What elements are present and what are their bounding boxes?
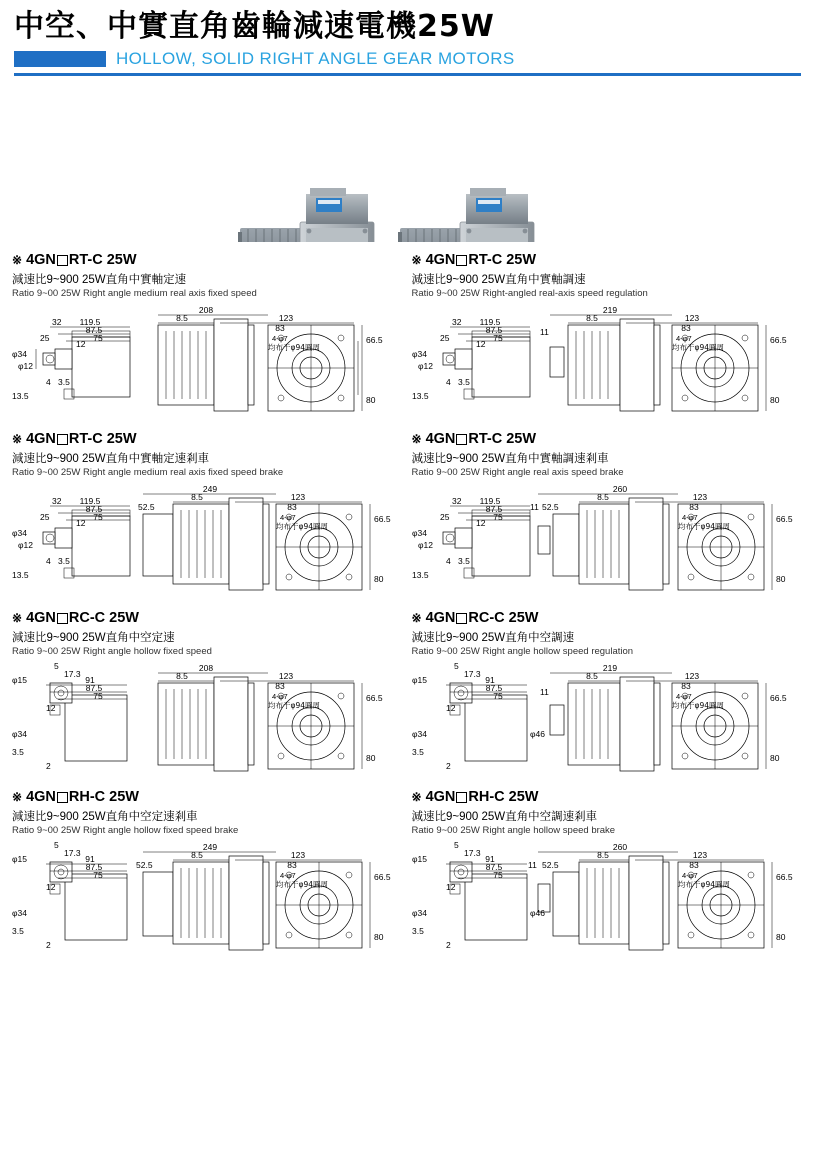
svg-text:13.5: 13.5 xyxy=(411,391,429,401)
section-desc-cn-5: 減速比9~900 25W直角中空定速 xyxy=(12,632,175,644)
section-title-prefix-4: 4GN xyxy=(425,431,456,447)
svg-text:4-φ7: 4-φ7 xyxy=(675,692,692,701)
section-title-5 xyxy=(12,610,406,626)
svg-text:83: 83 xyxy=(275,323,285,333)
svg-text:123: 123 xyxy=(692,850,707,860)
svg-text:13.5: 13.5 xyxy=(411,570,429,580)
svg-text:12: 12 xyxy=(46,703,56,713)
svg-text:4-φ7: 4-φ7 xyxy=(272,692,288,701)
svg-text:17.3: 17.3 xyxy=(64,848,81,858)
svg-text:12: 12 xyxy=(76,518,86,528)
section-desc-en-2: Ratio 9~00 25W Right-angled real-axis speed regulation xyxy=(411,288,648,299)
section-desc-en-6: Ratio 9~00 25W Right angle hollow speed regulation xyxy=(411,646,634,657)
svg-text:12: 12 xyxy=(445,703,455,713)
svg-text:91: 91 xyxy=(484,675,495,685)
drawing-3 xyxy=(10,480,406,600)
svg-text:4-φ7: 4-φ7 xyxy=(675,334,692,343)
section-title-8 xyxy=(412,789,806,805)
svg-text:5: 5 xyxy=(453,661,459,671)
dim-length-8: 260 xyxy=(612,842,627,852)
svg-text:8.5: 8.5 xyxy=(596,492,609,502)
svg-text:32: 32 xyxy=(52,496,62,506)
star-icon: ※ xyxy=(411,611,422,625)
svg-text:80: 80 xyxy=(374,932,384,942)
svg-text:φ12: φ12 xyxy=(417,540,433,550)
svg-text:80: 80 xyxy=(366,753,376,763)
section-title-4 xyxy=(412,431,806,447)
svg-text:17.3: 17.3 xyxy=(463,848,481,858)
svg-text:2: 2 xyxy=(46,940,51,950)
section-desc-en-7: Ratio 9~00 25W Right angle hollow fixed speed brake xyxy=(12,825,239,836)
section-title-prefix-2: 4GN xyxy=(425,252,456,268)
svg-text:φ15: φ15 xyxy=(12,854,27,864)
svg-text:75: 75 xyxy=(492,512,503,522)
square-placeholder-icon xyxy=(456,613,467,624)
svg-text:123: 123 xyxy=(692,492,707,502)
svg-text:8.5: 8.5 xyxy=(191,850,203,860)
svg-text:3.5: 3.5 xyxy=(457,556,470,566)
svg-text:4-φ7: 4-φ7 xyxy=(280,513,296,522)
svg-text:13.5: 13.5 xyxy=(12,391,29,401)
svg-text:119.5: 119.5 xyxy=(479,496,500,506)
svg-text:均布于φ94圓周: 均布于φ94圓周 xyxy=(276,880,328,889)
svg-text:5: 5 xyxy=(54,661,59,671)
svg-text:3.5: 3.5 xyxy=(58,556,70,566)
section-title-3 xyxy=(12,431,406,447)
svg-text:3.5: 3.5 xyxy=(12,747,24,757)
section-desc-en-4: Ratio 9~00 25W Right angle real axis speed brake xyxy=(411,467,624,478)
star-icon: ※ xyxy=(12,611,23,625)
spec-section-6 xyxy=(410,600,806,779)
svg-text:8.5: 8.5 xyxy=(585,313,598,323)
svg-text:4: 4 xyxy=(445,377,451,387)
spec-section-4 xyxy=(410,421,806,600)
drawing-6 xyxy=(410,659,806,779)
dim-length-1: 208 xyxy=(198,305,214,315)
star-icon: ※ xyxy=(411,253,422,267)
svg-text:83: 83 xyxy=(688,860,699,870)
drawing-2 xyxy=(410,301,806,421)
svg-text:87.5: 87.5 xyxy=(485,862,502,872)
star-icon: ※ xyxy=(411,432,422,446)
svg-text:8.5: 8.5 xyxy=(176,313,188,323)
svg-text:75: 75 xyxy=(93,691,103,701)
section-title-6 xyxy=(412,610,806,626)
section-title-prefix-6: 4GN xyxy=(425,610,456,626)
svg-text:123: 123 xyxy=(290,492,306,502)
square-placeholder-icon xyxy=(456,434,467,445)
svg-text:均布于φ94圓周: 均布于φ94圓周 xyxy=(671,343,724,352)
header-divider xyxy=(14,73,801,76)
svg-text:11: 11 xyxy=(527,860,537,870)
svg-text:5: 5 xyxy=(54,840,59,850)
section-title-prefix-3: 4GN xyxy=(26,431,56,447)
svg-text:87.5: 87.5 xyxy=(485,504,502,514)
svg-text:123: 123 xyxy=(684,671,699,681)
svg-text:32: 32 xyxy=(52,317,62,327)
svg-text:87.5: 87.5 xyxy=(485,683,502,693)
section-desc-cn-6: 減速比9~900 25W直角中空調速 xyxy=(411,632,575,644)
svg-text:2: 2 xyxy=(46,761,51,771)
square-placeholder-icon xyxy=(456,255,467,266)
svg-text:4-φ7: 4-φ7 xyxy=(681,871,698,880)
svg-text:均布于φ94圓周: 均布于φ94圓周 xyxy=(276,522,328,531)
section-title-suffix-3: RT-C 25W xyxy=(68,431,137,447)
svg-text:φ34: φ34 xyxy=(411,729,427,739)
section-title-prefix-7: 4GN xyxy=(26,789,56,805)
svg-text:均布于φ94圓周: 均布于φ94圓周 xyxy=(671,701,724,710)
section-title-prefix-8: 4GN xyxy=(425,789,456,805)
section-title-suffix-6: RC-C 25W xyxy=(468,610,539,626)
star-icon: ※ xyxy=(12,253,23,267)
svg-text:φ34: φ34 xyxy=(411,528,427,538)
svg-text:φ34: φ34 xyxy=(12,908,27,918)
section-desc-cn-7: 減速比9~900 25W直角中空定速剎車 xyxy=(12,811,198,823)
square-placeholder-icon xyxy=(57,792,68,803)
dim-length-2: 219 xyxy=(602,305,617,315)
svg-text:φ34: φ34 xyxy=(411,349,427,359)
svg-text:2: 2 xyxy=(445,940,451,950)
svg-text:83: 83 xyxy=(287,860,297,870)
svg-text:4-φ7: 4-φ7 xyxy=(272,334,288,343)
svg-text:87.5: 87.5 xyxy=(85,504,103,514)
square-placeholder-icon xyxy=(57,613,68,624)
svg-text:80: 80 xyxy=(374,574,384,584)
section-title-suffix-7: RH-C 25W xyxy=(68,789,139,805)
svg-text:3.5: 3.5 xyxy=(411,926,424,936)
svg-text:83: 83 xyxy=(680,681,691,691)
svg-text:12: 12 xyxy=(76,339,86,349)
drawing-1 xyxy=(10,301,406,421)
dim-length-7: 249 xyxy=(202,842,218,852)
svg-text:75: 75 xyxy=(93,333,103,343)
spec-section-3 xyxy=(10,421,406,600)
svg-text:83: 83 xyxy=(287,502,297,512)
page-title: 中空、中實直角齒輪減速電機25W xyxy=(14,9,495,44)
spec-section-8 xyxy=(410,779,806,958)
svg-text:φ15: φ15 xyxy=(411,675,427,685)
svg-text:83: 83 xyxy=(680,323,691,333)
dim-length-3: 249 xyxy=(202,484,218,494)
section-desc-cn-2: 減速比9~900 25W直角中實軸調速 xyxy=(411,274,586,286)
dim-length-6: 219 xyxy=(602,663,617,673)
svg-text:91: 91 xyxy=(484,854,495,864)
section-title-7 xyxy=(12,789,406,805)
svg-text:4: 4 xyxy=(46,377,51,387)
svg-text:均布于φ94圓周: 均布于φ94圓周 xyxy=(268,343,320,352)
section-desc-en-1: Ratio 9~00 25W Right angle medium real axis fixed speed xyxy=(12,288,257,299)
square-placeholder-icon xyxy=(57,255,68,266)
svg-text:17.3: 17.3 xyxy=(64,669,81,679)
svg-text:87.5: 87.5 xyxy=(85,683,103,693)
product-photo xyxy=(0,82,815,242)
section-title-1 xyxy=(12,252,406,268)
svg-text:4-φ7: 4-φ7 xyxy=(280,871,296,880)
svg-text:66.5: 66.5 xyxy=(775,514,793,524)
svg-text:φ46: φ46 xyxy=(529,908,545,918)
svg-text:80: 80 xyxy=(366,395,376,405)
svg-text:17.3: 17.3 xyxy=(463,669,481,679)
spec-section-5 xyxy=(10,600,406,779)
svg-text:25: 25 xyxy=(40,512,50,522)
svg-text:32: 32 xyxy=(451,317,461,327)
page-header xyxy=(0,0,815,69)
svg-text:123: 123 xyxy=(684,313,699,323)
section-desc-en-3: Ratio 9~00 25W Right angle medium real axis fixed speed brake xyxy=(12,467,284,478)
star-icon: ※ xyxy=(411,790,422,804)
svg-text:75: 75 xyxy=(492,333,503,343)
svg-text:87.5: 87.5 xyxy=(85,862,103,872)
svg-text:φ34: φ34 xyxy=(12,729,27,739)
blue-accent-block xyxy=(14,51,106,67)
svg-text:φ34: φ34 xyxy=(12,528,27,538)
svg-text:66.5: 66.5 xyxy=(374,514,391,524)
svg-text:12: 12 xyxy=(46,882,56,892)
svg-text:均布于φ94圓周: 均布于φ94圓周 xyxy=(268,701,320,710)
svg-text:13.5: 13.5 xyxy=(12,570,29,580)
svg-text:87.5: 87.5 xyxy=(485,325,502,335)
star-icon: ※ xyxy=(12,432,23,446)
svg-text:12: 12 xyxy=(475,518,485,528)
section-title-suffix-2: RT-C 25W xyxy=(468,252,537,268)
svg-text:80: 80 xyxy=(769,395,779,405)
svg-text:φ15: φ15 xyxy=(12,675,27,685)
svg-text:66.5: 66.5 xyxy=(374,872,391,882)
svg-text:11: 11 xyxy=(539,327,549,337)
dim-length-4: 260 xyxy=(612,484,627,494)
svg-text:91: 91 xyxy=(85,854,95,864)
svg-text:3.5: 3.5 xyxy=(457,377,470,387)
svg-text:66.5: 66.5 xyxy=(775,872,793,882)
svg-text:25: 25 xyxy=(40,333,50,343)
svg-text:4: 4 xyxy=(46,556,51,566)
svg-text:119.5: 119.5 xyxy=(79,317,101,327)
star-icon: ※ xyxy=(12,790,23,804)
svg-text:80: 80 xyxy=(775,932,785,942)
section-title-suffix-8: RH-C 25W xyxy=(468,789,539,805)
svg-text:3.5: 3.5 xyxy=(58,377,70,387)
svg-text:25: 25 xyxy=(439,333,449,343)
section-desc-cn-1: 減速比9~900 25W直角中實軸定速 xyxy=(12,274,187,286)
svg-text:25: 25 xyxy=(439,512,449,522)
svg-text:75: 75 xyxy=(93,870,103,880)
svg-text:119.5: 119.5 xyxy=(79,496,101,506)
svg-text:12: 12 xyxy=(445,882,455,892)
svg-text:8.5: 8.5 xyxy=(585,671,598,681)
dim-length-5: 208 xyxy=(198,663,214,673)
section-title-2 xyxy=(412,252,806,268)
svg-text:5: 5 xyxy=(453,840,459,850)
svg-text:80: 80 xyxy=(769,753,779,763)
section-desc-cn-8: 減速比9~900 25W直角中空調速剎車 xyxy=(411,811,598,823)
section-title-suffix-1: RT-C 25W xyxy=(68,252,137,268)
section-title-suffix-4: RT-C 25W xyxy=(468,431,537,447)
section-desc-cn-3: 減速比9~900 25W直角中實軸定速剎車 xyxy=(12,453,210,465)
section-desc-en-8: Ratio 9~00 25W Right angle hollow speed brake xyxy=(411,825,616,836)
svg-text:φ12: φ12 xyxy=(18,540,33,550)
drawing-4 xyxy=(410,480,806,600)
svg-text:φ46: φ46 xyxy=(529,729,545,739)
section-title-prefix-1: 4GN xyxy=(26,252,56,268)
svg-text:均布于φ94圓周: 均布于φ94圓周 xyxy=(677,880,730,889)
svg-text:123: 123 xyxy=(278,313,294,323)
page-subtitle: HOLLOW, SOLID RIGHT ANGLE GEAR MOTORS xyxy=(116,49,515,68)
svg-text:8.5: 8.5 xyxy=(176,671,188,681)
svg-text:75: 75 xyxy=(492,691,503,701)
svg-text:91: 91 xyxy=(85,675,95,685)
svg-text:3.5: 3.5 xyxy=(411,747,424,757)
svg-text:123: 123 xyxy=(290,850,306,860)
svg-text:8.5: 8.5 xyxy=(596,850,609,860)
svg-text:φ34: φ34 xyxy=(411,908,427,918)
svg-text:11: 11 xyxy=(539,687,549,697)
svg-text:66.5: 66.5 xyxy=(366,335,383,345)
svg-text:4: 4 xyxy=(445,556,451,566)
svg-text:75: 75 xyxy=(492,870,503,880)
spec-section-7 xyxy=(10,779,406,958)
section-title-prefix-5: 4GN xyxy=(26,610,56,626)
svg-text:4-φ7: 4-φ7 xyxy=(681,513,698,522)
svg-text:123: 123 xyxy=(278,671,294,681)
svg-text:83: 83 xyxy=(688,502,699,512)
square-placeholder-icon xyxy=(57,434,68,445)
section-desc-en-5: Ratio 9~00 25W Right angle hollow fixed speed xyxy=(12,646,212,657)
svg-text:8.5: 8.5 xyxy=(191,492,203,502)
drawing-7 xyxy=(10,838,406,958)
svg-text:52.5: 52.5 xyxy=(541,502,559,512)
section-desc-cn-4: 減速比9~900 25W直角中實軸調速剎車 xyxy=(411,453,609,465)
svg-text:φ34: φ34 xyxy=(12,349,27,359)
section-title-suffix-5: RC-C 25W xyxy=(68,610,139,626)
svg-text:80: 80 xyxy=(775,574,785,584)
svg-text:3.5: 3.5 xyxy=(12,926,24,936)
svg-text:32: 32 xyxy=(451,496,461,506)
svg-text:52.5: 52.5 xyxy=(138,502,155,512)
svg-text:12: 12 xyxy=(475,339,485,349)
svg-text:均布于φ94圓周: 均布于φ94圓周 xyxy=(677,522,730,531)
svg-text:119.5: 119.5 xyxy=(479,317,500,327)
svg-text:66.5: 66.5 xyxy=(769,693,787,703)
svg-text:2: 2 xyxy=(445,761,451,771)
svg-text:52.5: 52.5 xyxy=(136,860,153,870)
spec-section-1 xyxy=(10,242,406,421)
svg-text:87.5: 87.5 xyxy=(85,325,103,335)
square-placeholder-icon xyxy=(456,792,467,803)
svg-text:66.5: 66.5 xyxy=(366,693,383,703)
svg-text:11: 11 xyxy=(529,502,539,512)
svg-text:φ12: φ12 xyxy=(417,361,433,371)
spec-grid xyxy=(0,242,815,958)
svg-text:66.5: 66.5 xyxy=(769,335,787,345)
svg-text:83: 83 xyxy=(275,681,285,691)
subtitle-row xyxy=(14,49,801,69)
svg-text:52.5: 52.5 xyxy=(541,860,559,870)
spec-section-2 xyxy=(410,242,806,421)
svg-text:75: 75 xyxy=(93,512,103,522)
svg-text:φ12: φ12 xyxy=(18,361,33,371)
drawing-5 xyxy=(10,659,406,779)
drawing-8 xyxy=(410,838,806,958)
svg-text:φ15: φ15 xyxy=(411,854,427,864)
